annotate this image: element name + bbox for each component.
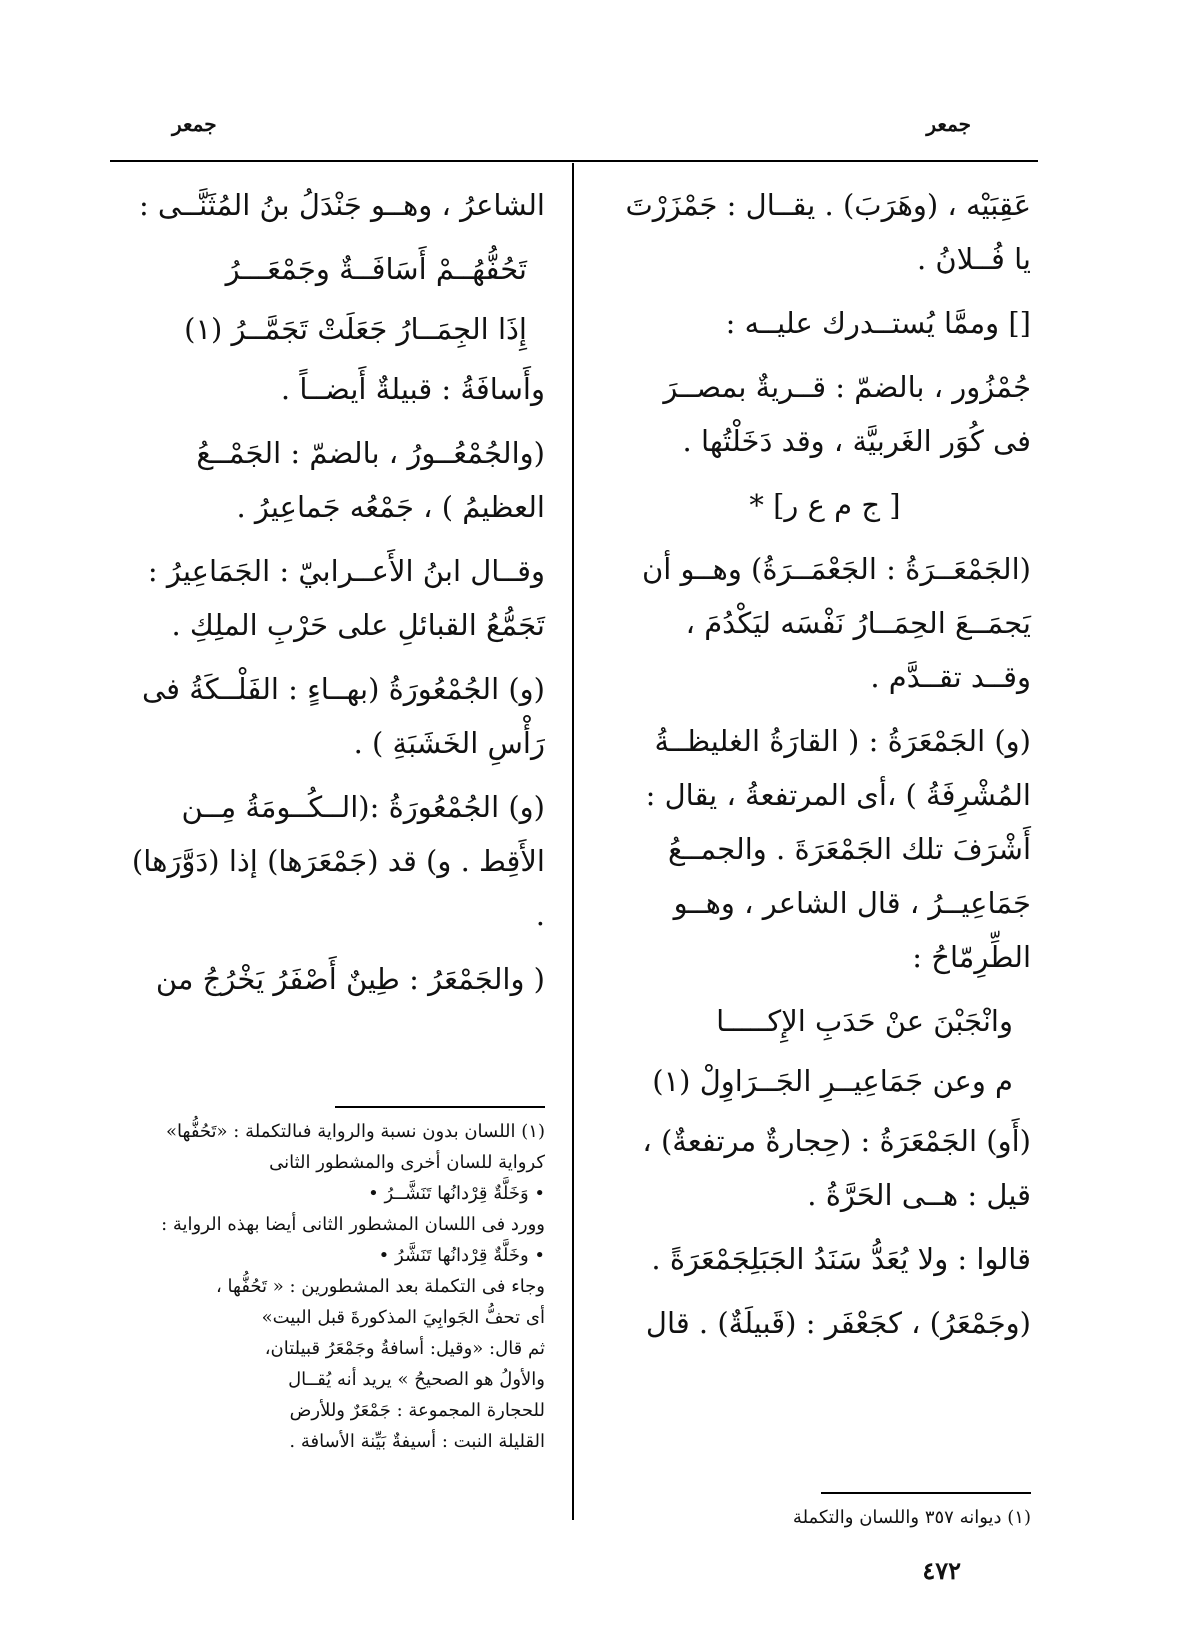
paragraph: جُمْزُور ، بالضمّ : قــريةٌ بمصــرَ فى كُوَر الغَربيَّة ، وقد دَخَلْتُها . bbox=[663, 370, 1031, 458]
verse-line: م وعن جَمَاعِيــرِ الجَــرَاوِلْ (١) bbox=[652, 1064, 1013, 1098]
header-rule bbox=[110, 160, 1038, 162]
paragraph: وأَسافَةُ : قبيلةٌ أَيضــاً . bbox=[280, 372, 545, 406]
paragraph: (الجَمْعَــرَةُ : الجَعْمَــرَةُ) وهــو أن يَجمَــعَ الحِمَــارُ نَفْسَه ليَكْدُمَ ، وقــد تقــدَّم . bbox=[641, 552, 1031, 694]
footnote-rule bbox=[335, 1106, 545, 1108]
footnote-line: والأولُ هو الصحيحُ » يريد أنه يُقــال bbox=[288, 1369, 545, 1390]
footnote-line: القليلة النبت : أسيفةٌ بَيِّنة الأسافة . bbox=[289, 1431, 545, 1452]
left-footnotes bbox=[125, 1096, 545, 1457]
paragraph: ( والجَمْعَرُ : طِينٌ أَصْفَرُ يَخْرُجُ من bbox=[155, 962, 545, 996]
entry-heading: [ ج م ع ر] * bbox=[749, 488, 901, 522]
paragraph: (و) الجَمْعَرَةُ : ( القارَةُ الغليظــةُ المُشْرِفَةُ ) ،أى المرتفعةُ ، يقال : أَشْرَفَ تلك الجَمْعَرَةَ . والجمــعُ جَمَاعِيــرُ ، قال الشاعر ، وهــو الطِّرِمّاحُ : bbox=[645, 724, 1031, 974]
footnote-line: (١) اللسان بدون نسبة والرواية فىالتكملة : «تَحُفُّها» bbox=[166, 1121, 545, 1142]
verse-line: تَحُفُّهُــمْ أَسَافَــةٌ وجَمْعَـــرُ bbox=[225, 252, 527, 286]
footnote-line: كرواية للسان أخرى والمشطور الثانى bbox=[269, 1152, 545, 1173]
verse-line: إِذَا الجِمَــارُ جَعَلَتْ تَجَمَّــرُ (١) bbox=[184, 312, 527, 346]
footnote-line: • وَخَلَّةٌ قِرْدانُها تَنَشَّــرُ • bbox=[368, 1183, 545, 1204]
footnote: (١) ديوانه ٣٥٧ واللسان والتكملة bbox=[792, 1507, 1031, 1528]
paragraph: (وجَمْعَرُ) ، كجَعْفَر : (قَبيلَةٌ) . قال bbox=[645, 1306, 1031, 1340]
right-column bbox=[619, 178, 1031, 1360]
column-divider bbox=[572, 163, 574, 1520]
footnote-line: وورد فى اللسان المشطور الثانى أيضا بهذه الرواية : bbox=[161, 1214, 545, 1235]
right-footnotes bbox=[619, 1482, 1031, 1533]
paragraph: وقــال ابنُ الأَعــرابيّ : الجَمَاعِيرُ : تَجَمُّعُ القبائلِ على حَرْبِ الملِكِ . bbox=[147, 554, 545, 642]
left-column bbox=[125, 178, 545, 1016]
footnote-line: وجاء فى التكملة بعد المشطورين : « تَحُفُّها ، bbox=[216, 1276, 545, 1297]
page-number: ٤٧٢ bbox=[922, 1556, 961, 1585]
footnote-line: أى تحفُّ الجَوابِيَ المذكورةَ قبل البيت» bbox=[261, 1307, 545, 1328]
footnote-rule bbox=[821, 1492, 1031, 1494]
paragraph: (والجُمْعُــورُ ، بالضمّ : الجَمْــعُ العظيمُ ) ، جَمْعُه جَماعِيرُ . bbox=[196, 436, 545, 524]
footnote-line: للحجارة المجموعة : جَمْعَرٌ وللأرض bbox=[289, 1400, 545, 1421]
paragraph: قالوا : ولا يُعَدُّ سَنَدُ الجَبَلِجَمْعَرَةً . bbox=[651, 1242, 1031, 1276]
footnote-line: • وخَلَّةٌ قِرْدانُها تَنَشَّرُ • bbox=[378, 1245, 545, 1266]
running-header-right: جمعر bbox=[926, 112, 971, 136]
paragraph: (و) الجُمْعُورَةُ :(الــكُــومَةُ مِــن الأَقِط . و) قد (جَمْعَرَها) إذا (دَوَّرَها) . bbox=[131, 790, 545, 932]
footnote-line: ثم قال: «وقيل: أسافةُ وجَمْعَرُ قبيلتان، bbox=[264, 1338, 545, 1359]
paragraph: الشاعرُ ، وهــو جَنْدَلُ بنُ المُثَنَّــى : bbox=[138, 188, 545, 222]
paragraph: (أَو) الجَمْعَرَةُ : (حِجارةٌ مرتفعةٌ) ، قيل : هــى الحَرَّةُ . bbox=[642, 1124, 1031, 1212]
verse-line: وانْجَبْنَ عنْ حَدَبِ الإِكـــــا bbox=[716, 1004, 1013, 1038]
paragraph: عَقِبَيْه ، (وهَرَبَ) . يقــال : جَمْزَرْتَ يا فُــلانُ . bbox=[625, 188, 1031, 276]
paragraph: [] وممَّا يُستــدرك عليــه : bbox=[725, 306, 1031, 340]
paragraph: (و) الجُمْعُورَةُ (بهــاءٍ : الفَلْــكَةُ فى رَأْسِ الخَشَبَةِ ) . bbox=[141, 672, 545, 760]
running-header-left: جمعر bbox=[172, 112, 217, 136]
